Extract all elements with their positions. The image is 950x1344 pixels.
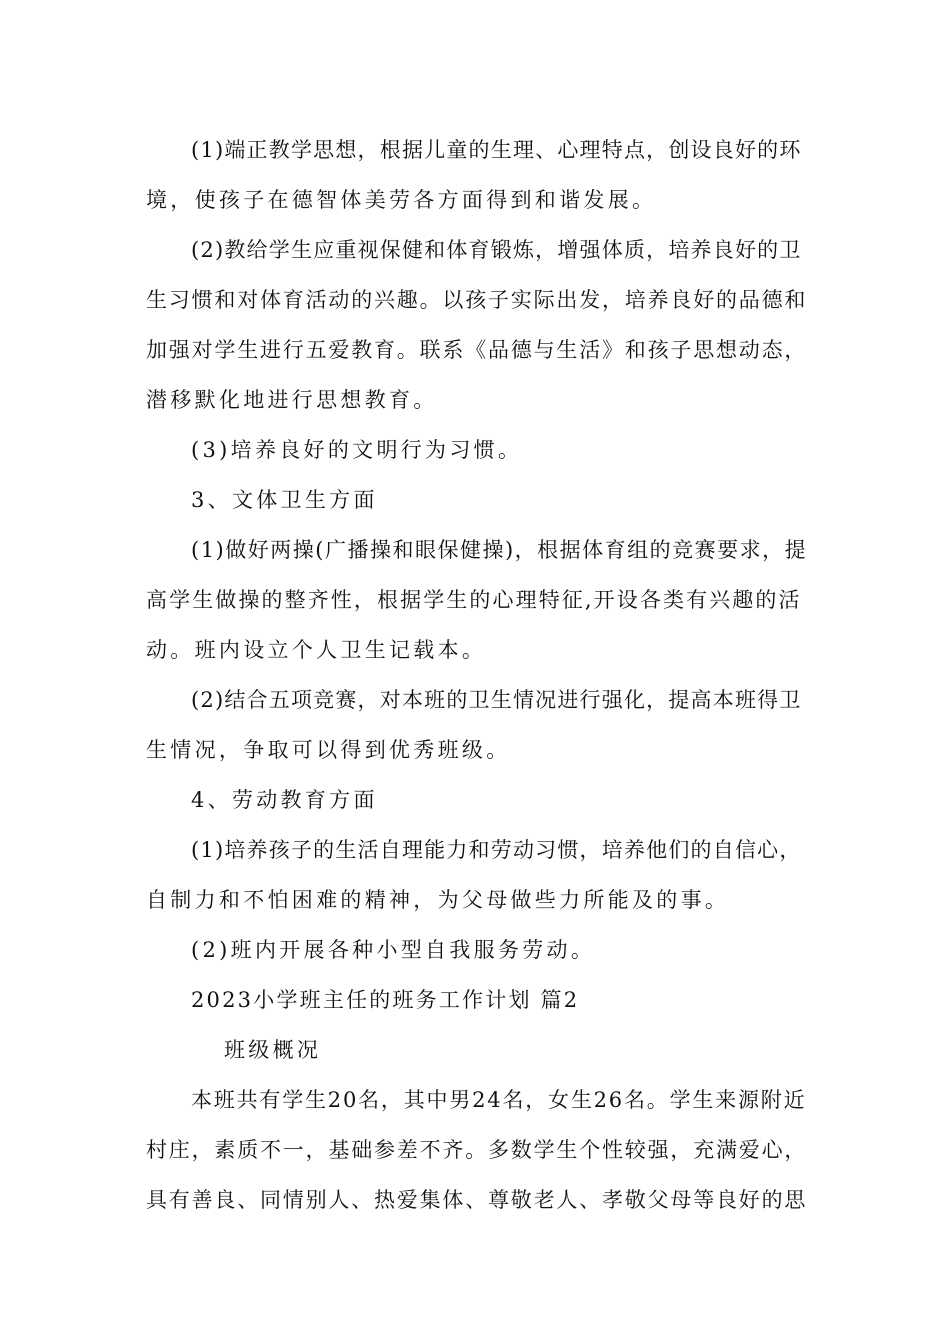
section-heading: 3、文体卫生方面: [191, 488, 378, 512]
paragraph-line: (1)做好两操(广播操和眼保健操)，根据体育组的竞赛要求，提: [191, 538, 808, 562]
paragraph-line: (1)培养孩子的生活自理能力和劳动习惯，培养他们的自信心，: [191, 838, 802, 862]
paragraph-line: 加强对学生进行五爱教育。联系《品德与生活》和孩子思想动态，: [146, 338, 808, 362]
paragraph-line: 村庄，素质不一，基础参差不齐。多数学生个性较强，充满爱心，: [146, 1138, 808, 1162]
paragraph-line: (2)教给学生应重视保健和体育锻炼，增强体质，培养良好的卫: [191, 238, 802, 262]
subsection-heading: 班级概况: [224, 1038, 322, 1062]
paragraph-line: 潜移默化地进行思想教育。: [146, 388, 438, 412]
paragraph-line: (2)结合五项竞赛，对本班的卫生情况进行强化，提高本班得卫: [191, 688, 802, 712]
paragraph-line: (1)端正教学思想，根据儿童的生理、心理特点，创设良好的环: [191, 138, 802, 162]
paragraph-line: 高学生做操的整齐性，根据学生的心理特征,开设各类有兴趣的活: [146, 588, 802, 612]
paragraph-line: (3)培养良好的文明行为习惯。: [191, 438, 523, 462]
paragraph-line: 动。班内设立个人卫生记载本。: [146, 638, 487, 662]
paragraph-line: 境，使孩子在德智体美劳各方面得到和谐发展。: [146, 188, 657, 212]
paragraph-line: (2)班内开展各种小型自我服务劳动。: [191, 938, 596, 962]
paragraph-line: 本班共有学生20名，其中男24名，女生26名。学生来源附近: [191, 1088, 807, 1112]
paragraph-line: 自制力和不怕困难的精神，为父母做些力所能及的事。: [146, 888, 730, 912]
paragraph-line: 具有善良、同情别人、热爱集体、尊敬老人、孝敬父母等良好的思: [146, 1188, 808, 1212]
paragraph-line: 生习惯和对体育活动的兴趣。以孩子实际出发，培养良好的品德和: [146, 288, 808, 312]
section-heading: 4、劳动教育方面: [191, 788, 378, 812]
paragraph-line: 生情况，争取可以得到优秀班级。: [146, 738, 511, 762]
plan-title: 2023小学班主任的班务工作计划 篇2: [191, 988, 580, 1012]
